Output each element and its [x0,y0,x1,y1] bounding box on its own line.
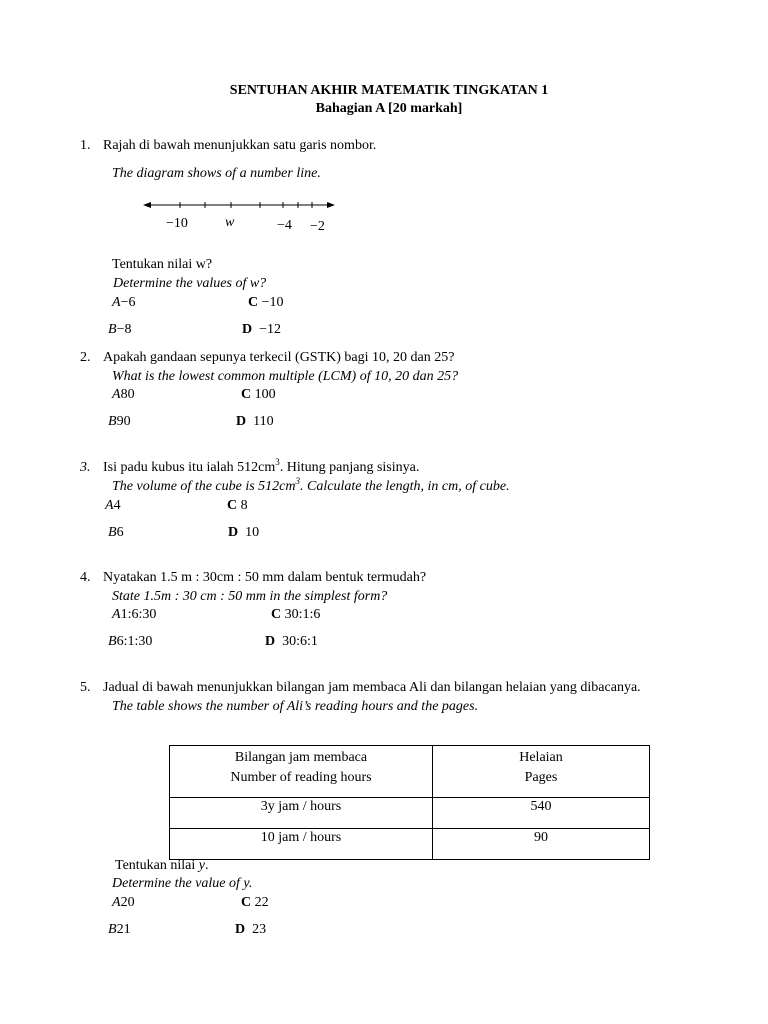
number-line-right-arrow [327,202,335,208]
question-4-text-ms: Nyatakan 1.5 m : 30cm : 50 mm dalam bentuk termudah? [103,570,427,585]
question-5-text-en: The table shows the number of Ali’s reading hours and the pages. [112,699,479,714]
number-line-label-w: w [225,215,235,230]
question-3-option-c[interactable]: C 8 [227,498,248,513]
question-4-option-c[interactable]: C 30:1:6 [271,607,321,622]
page-title: SENTUHAN AKHIR MATEMATIK TINGKATAN 1 [229,83,549,98]
question-3-text-ms: Isi padu kubus itu ialah $512cm^3$. Hitung panjang sisinya. [103,457,420,475]
question-3-option-d[interactable]: D 10 [228,525,260,540]
question-3-option-a[interactable]: A4 [105,498,121,513]
question-1-option-d[interactable]: D −12 [242,322,282,337]
question-4-number: 4. [80,570,91,585]
question-2-option-c[interactable]: C 100 [241,387,276,402]
section-subtitle: Bahagian A [20 markah] [315,101,463,116]
question-1-text-ms: Rajah di bawah menunjukkan satu garis nombor. [103,138,377,153]
question-4-option-b[interactable]: B6:1:30 [108,634,153,649]
number-line-diagram [140,196,350,236]
number-line-label-minus-10: −10 [166,216,188,231]
question-2-text-en: What is the lowest common multiple (LCM) of 10, 20 dan 25? [112,369,459,384]
question-3-option-b[interactable]: B6 [108,525,124,540]
question-2-option-a[interactable]: A80 [112,387,135,402]
number-line-left-arrow [143,202,151,208]
question-5-ask-en: Determine the value of y. [112,876,253,891]
question-5-option-c[interactable]: C 22 [241,895,269,910]
question-5-number: 5. [80,680,91,695]
question-2-number: 2. [80,350,91,365]
reading-hours-table [169,745,650,860]
question-3-text-en: The volume of the cube is $512cm^3$. Calculate the length, in cm, of cube. [112,476,510,494]
table-cell-hours: 3y jam / hours [170,798,433,829]
question-3-number: 3. [80,460,91,475]
question-2-text-ms: Apakah gandaan sepunya terkecil (GSTK) bagi 10, 20 dan 25? [103,350,455,365]
question-1-number: 1. [80,138,91,153]
question-5-text-ms: Jadual di bawah menunjukkan bilangan jam membaca Ali dan bilangan helaian yang dibacanya. [103,680,641,695]
question-1-option-c[interactable]: C −10 [248,295,284,310]
table-header-hours: Bilangan jam membaca Number of reading hours [170,746,433,798]
table-cell-hours: 10 jam / hours [170,829,433,860]
table-cell-pages: 540 [433,798,650,829]
table-header-row [170,746,650,798]
number-line-label-minus-2: −2 [310,219,325,234]
question-5-option-d[interactable]: D 23 [235,922,267,937]
question-1-ask-ms: Tentukan nilai w? [112,257,213,272]
question-4-option-d[interactable]: D 30:6:1 [265,634,318,649]
table-row [170,829,650,860]
question-5-option-b[interactable]: B21 [108,922,131,937]
table-header-pages: Helaian Pages [433,746,650,798]
question-4-option-a[interactable]: A1:6:30 [112,607,157,622]
table-row [170,798,650,829]
table-cell-pages: 90 [433,829,650,860]
question-4-text-en: State 1.5m : 30 cm : 50 mm in the simplest form? [112,589,388,604]
question-2-option-b[interactable]: B90 [108,414,131,429]
question-5-option-a[interactable]: A20 [112,895,135,910]
question-1-text-en: The diagram shows of a number line. [112,166,321,181]
question-1-ask-en: Determine the values of w? [113,276,267,291]
question-1-option-b[interactable]: B−8 [108,322,132,337]
question-1-option-a[interactable]: A−6 [112,295,136,310]
number-line-label-minus-4: −4 [277,218,292,233]
question-5-ask-ms: Tentukan nilai y. [115,858,209,873]
question-2-option-d[interactable]: D 110 [236,414,274,429]
